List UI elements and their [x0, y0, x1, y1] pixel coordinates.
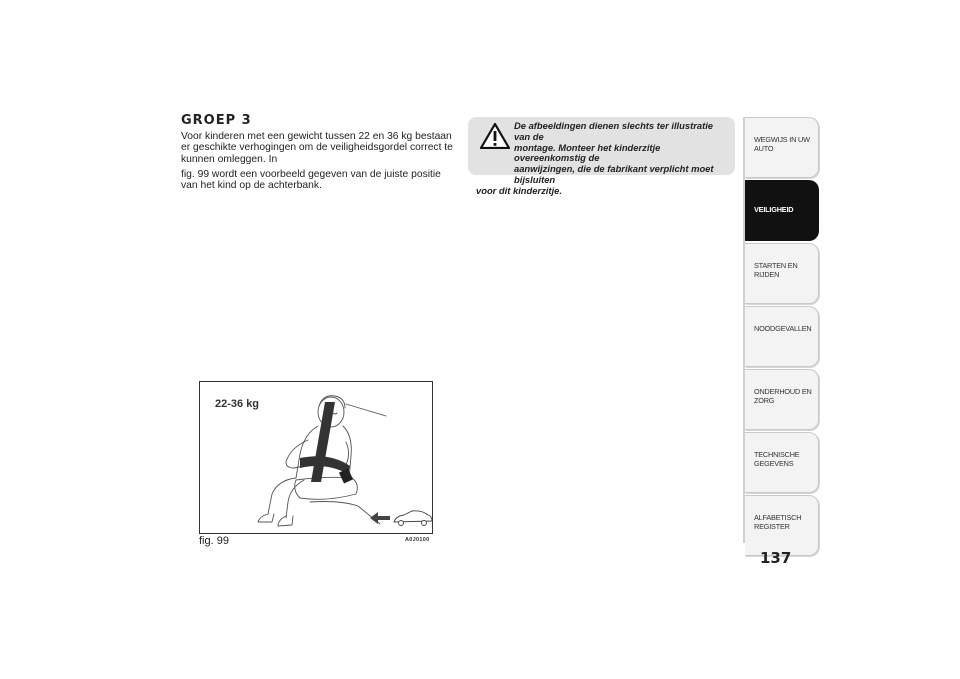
page-number: 137: [760, 549, 792, 567]
tab-label: WEGWIJS IN UW AUTO: [754, 135, 810, 153]
child-booster-illustration: [200, 382, 432, 533]
tab-wegwijs[interactable]: [745, 117, 819, 178]
chapter-tabs: [745, 117, 819, 558]
warning-text: [476, 121, 728, 197]
warning-line-1: De afbeeldingen dienen slechts ter illustratie van de: [514, 120, 714, 142]
tab-noodgevallen[interactable]: [745, 306, 819, 367]
tab-label: NOODGEVALLEN: [754, 324, 812, 333]
warning-box: [468, 117, 735, 196]
tab-register[interactable]: [745, 495, 819, 556]
tab-label: TECHNISCHE GEGEVENS: [754, 450, 800, 468]
figure-weight-label: 22-36 kg: [215, 398, 260, 410]
tab-label: ALFABETISCH REGISTER: [754, 513, 802, 531]
warning-line-3: aanwijzingen, die de fabrikant verplicht moet bijsluiten: [514, 163, 714, 185]
figure-caption: fig. 99: [199, 535, 229, 547]
figure-code: A0J0100: [405, 537, 430, 543]
tab-onderhoud[interactable]: [745, 369, 819, 430]
paragraph-intro: Voor kinderen met een gewicht tussen 22 en 36 kg bestaan er geschikte verhogingen om de veiligheidsgordel correct te kunnen omleggen. In: [181, 131, 453, 165]
warning-line-2: montage. Monteer het kinderzitje overeenkomstig de: [514, 141, 661, 164]
tab-label: ONDERHOUD EN ZORG: [754, 387, 812, 405]
tab-starten[interactable]: [745, 243, 819, 304]
tab-label: VEILIGHEID: [754, 205, 794, 214]
warning-line-4: voor dit kinderzitje.: [476, 184, 562, 196]
paragraph-figure-ref: fig. 99 wordt een voorbeeld gegeven van de juiste positie van het kind op de achterbank.: [181, 168, 441, 192]
tab-technische[interactable]: [745, 432, 819, 493]
section-heading: GROEP 3: [181, 113, 252, 128]
tab-label: STARTEN EN RIJDEN: [754, 261, 798, 279]
car-arrow-icon: [394, 511, 432, 526]
section-body: [181, 131, 456, 195]
tab-veiligheid[interactable]: [745, 180, 819, 241]
figure-99: [199, 381, 433, 534]
